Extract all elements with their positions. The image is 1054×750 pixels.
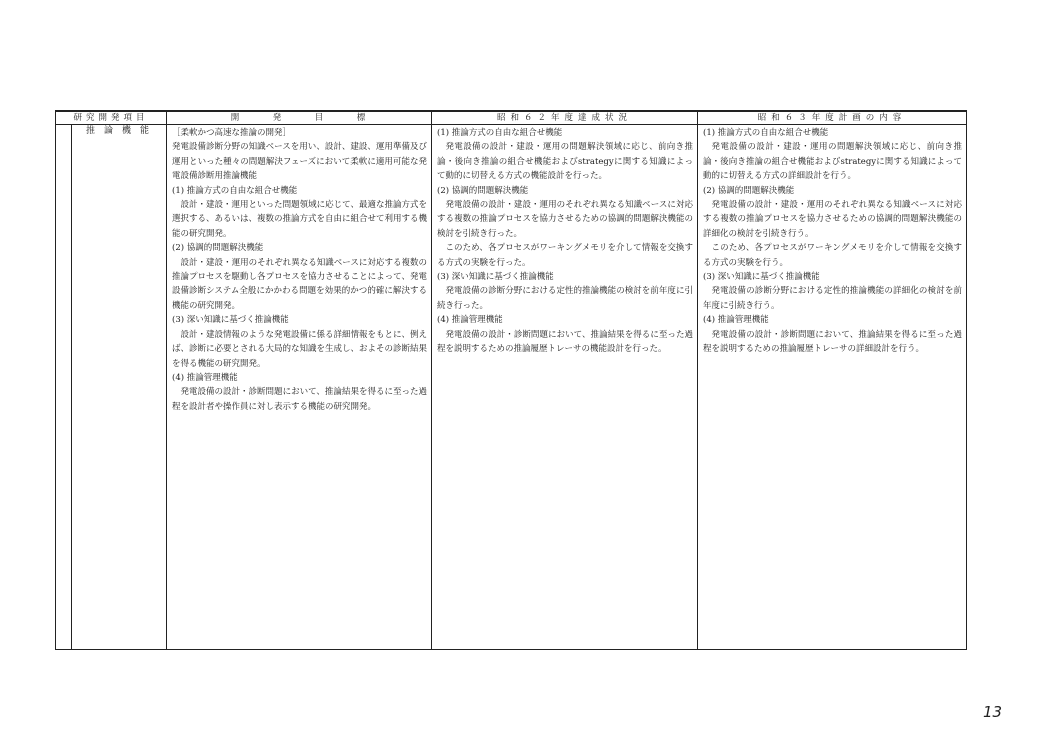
section-heading: (4) 推論管理機能: [703, 315, 769, 326]
paragraph: 発電設備の診断分野における定性的推論機能の詳細化の検討を前年度に引続き行う。: [703, 286, 962, 311]
item-margin-column: [56, 125, 72, 649]
paragraph: 発電設備の設計・診断問題において、推論結果を得るに至った過程を説明するための推論履歴トレーサの機能設計を行った。: [437, 329, 693, 355]
fy63-plan-text: [698, 125, 966, 357]
section-heading: (3) 深い知識に基づく推論機能: [172, 315, 289, 326]
section-heading: (2) 協調的問題解決機能: [703, 185, 795, 196]
section-heading: ［柔軟かつ高速な推論の開発］: [172, 128, 292, 138]
paragraph: このため、各プロセスがワーキングメモリを介して情報を交換する方式の実験を行った。: [437, 243, 693, 268]
section-heading: (1) 推論方式の自由な組合せ機能: [437, 128, 563, 138]
section-heading: (4) 推論管理機能: [437, 315, 503, 326]
section-heading: (2) 協調的問題解決機能: [437, 185, 529, 196]
paragraph: 発電設備の設計・診断問題において、推論結果を得るに至った過程を設計者や操作員に対し表示する機能の研究開発。: [172, 387, 427, 412]
plan-table-sheet: [55, 110, 966, 650]
research-item-cell: [56, 125, 167, 650]
section-heading: (4) 推論管理機能: [172, 372, 238, 383]
table-row: [56, 125, 967, 650]
section-heading: (1) 推論方式の自由な組合せ機能: [703, 128, 829, 138]
development-goal-text: [167, 125, 431, 414]
paragraph: 発電設備の設計・建設・運用のそれぞれ異なる知識ベースに対応する複数の推論プロセスを協力させるための協調的問題解決機能の検討を引続き行った。: [437, 200, 693, 239]
table-header-row: [56, 111, 967, 125]
research-item-name: 推論機能: [86, 126, 159, 136]
paragraph: 発電設備の設計・建設・運用の問題解決領域に応じ、前向き推論・後向き推論の組合せ機能およびstrategyに関する知識によって動的に切替える方式の詳細設計を行う。: [703, 142, 962, 182]
paragraph: 発電設備の設計・建設・運用の問題解決領域に応じ、前向き推論・後向き推論の組合せ機能およびstrategyに関する知識によって動的に切替える方式の機能設計を行った。: [437, 142, 693, 182]
paragraph: 設計・建設・運用といった問題領域に応じて、最適な推論方式を選択する、あるいは、複数の推論方式を自由に組合せて利用する機能の研究開発。: [172, 200, 428, 239]
paragraph: 発電設備の診断分野における定性的推論機能の検討を前年度に引続き行った。: [437, 286, 693, 311]
fy62-status-text: [432, 125, 697, 357]
section-heading: (3) 深い知識に基づく推論機能: [437, 272, 554, 283]
paragraph: 発電設備の設計・建設・運用のそれぞれ異なる知識ベースに対応する複数の推論プロセスを協力させるための協調的問題解決機能の詳細化の検討を引続き行う。: [703, 200, 962, 239]
fy63-plan-cell: [698, 125, 967, 650]
research-plan-table: [55, 110, 967, 650]
header-development-goal: 開 発 目 標: [167, 111, 432, 125]
fy62-status-cell: [432, 125, 698, 650]
section-heading: (1) 推論方式の自由な組合せ機能: [172, 185, 298, 196]
paragraph: 設計・建設情報のような発電設備に係る詳細情報をもとに、例えば、診断に必要とされる大局的な知識を生成し、およその診断結果を得る機能の研究開発。: [172, 329, 428, 369]
header-fy62-status: 昭和６２年度達成状況: [432, 111, 698, 125]
section-heading: (3) 深い知識に基づく推論機能: [703, 272, 820, 283]
header-research-item: 研究開発項目: [56, 111, 167, 125]
paragraph: このため、各プロセスがワーキングメモリを介して情報を交換する方式の実験を行う。: [703, 243, 962, 268]
development-goal-cell: [167, 125, 432, 650]
header-fy63-plan: 昭和６３年度計画の内容: [698, 111, 967, 125]
paragraph: 発電設備の設計・診断問題において、推論結果を得るに至った過程を説明するための推論履歴トレーサの詳細設計を行う。: [703, 329, 962, 355]
section-heading: (2) 協調的問題解決機能: [172, 243, 264, 254]
page-number: 13: [983, 703, 1003, 721]
paragraph: 設計・建設・運用のそれぞれ異なる知識ベースに対応する複数の推論プロセスを駆動し各プロセスを協力させることによって、発電設備診断システム全般にかかわる問題を効果的かつ的確に解決する機能の研究開発。: [172, 257, 427, 311]
paragraph: 発電設備診断分野の知識ベースを用い、設計、建設、運用準備及び運用といった種々の問題解決フェーズにおいて柔軟に適用可能な発電設備診断用推論機能: [172, 142, 427, 182]
